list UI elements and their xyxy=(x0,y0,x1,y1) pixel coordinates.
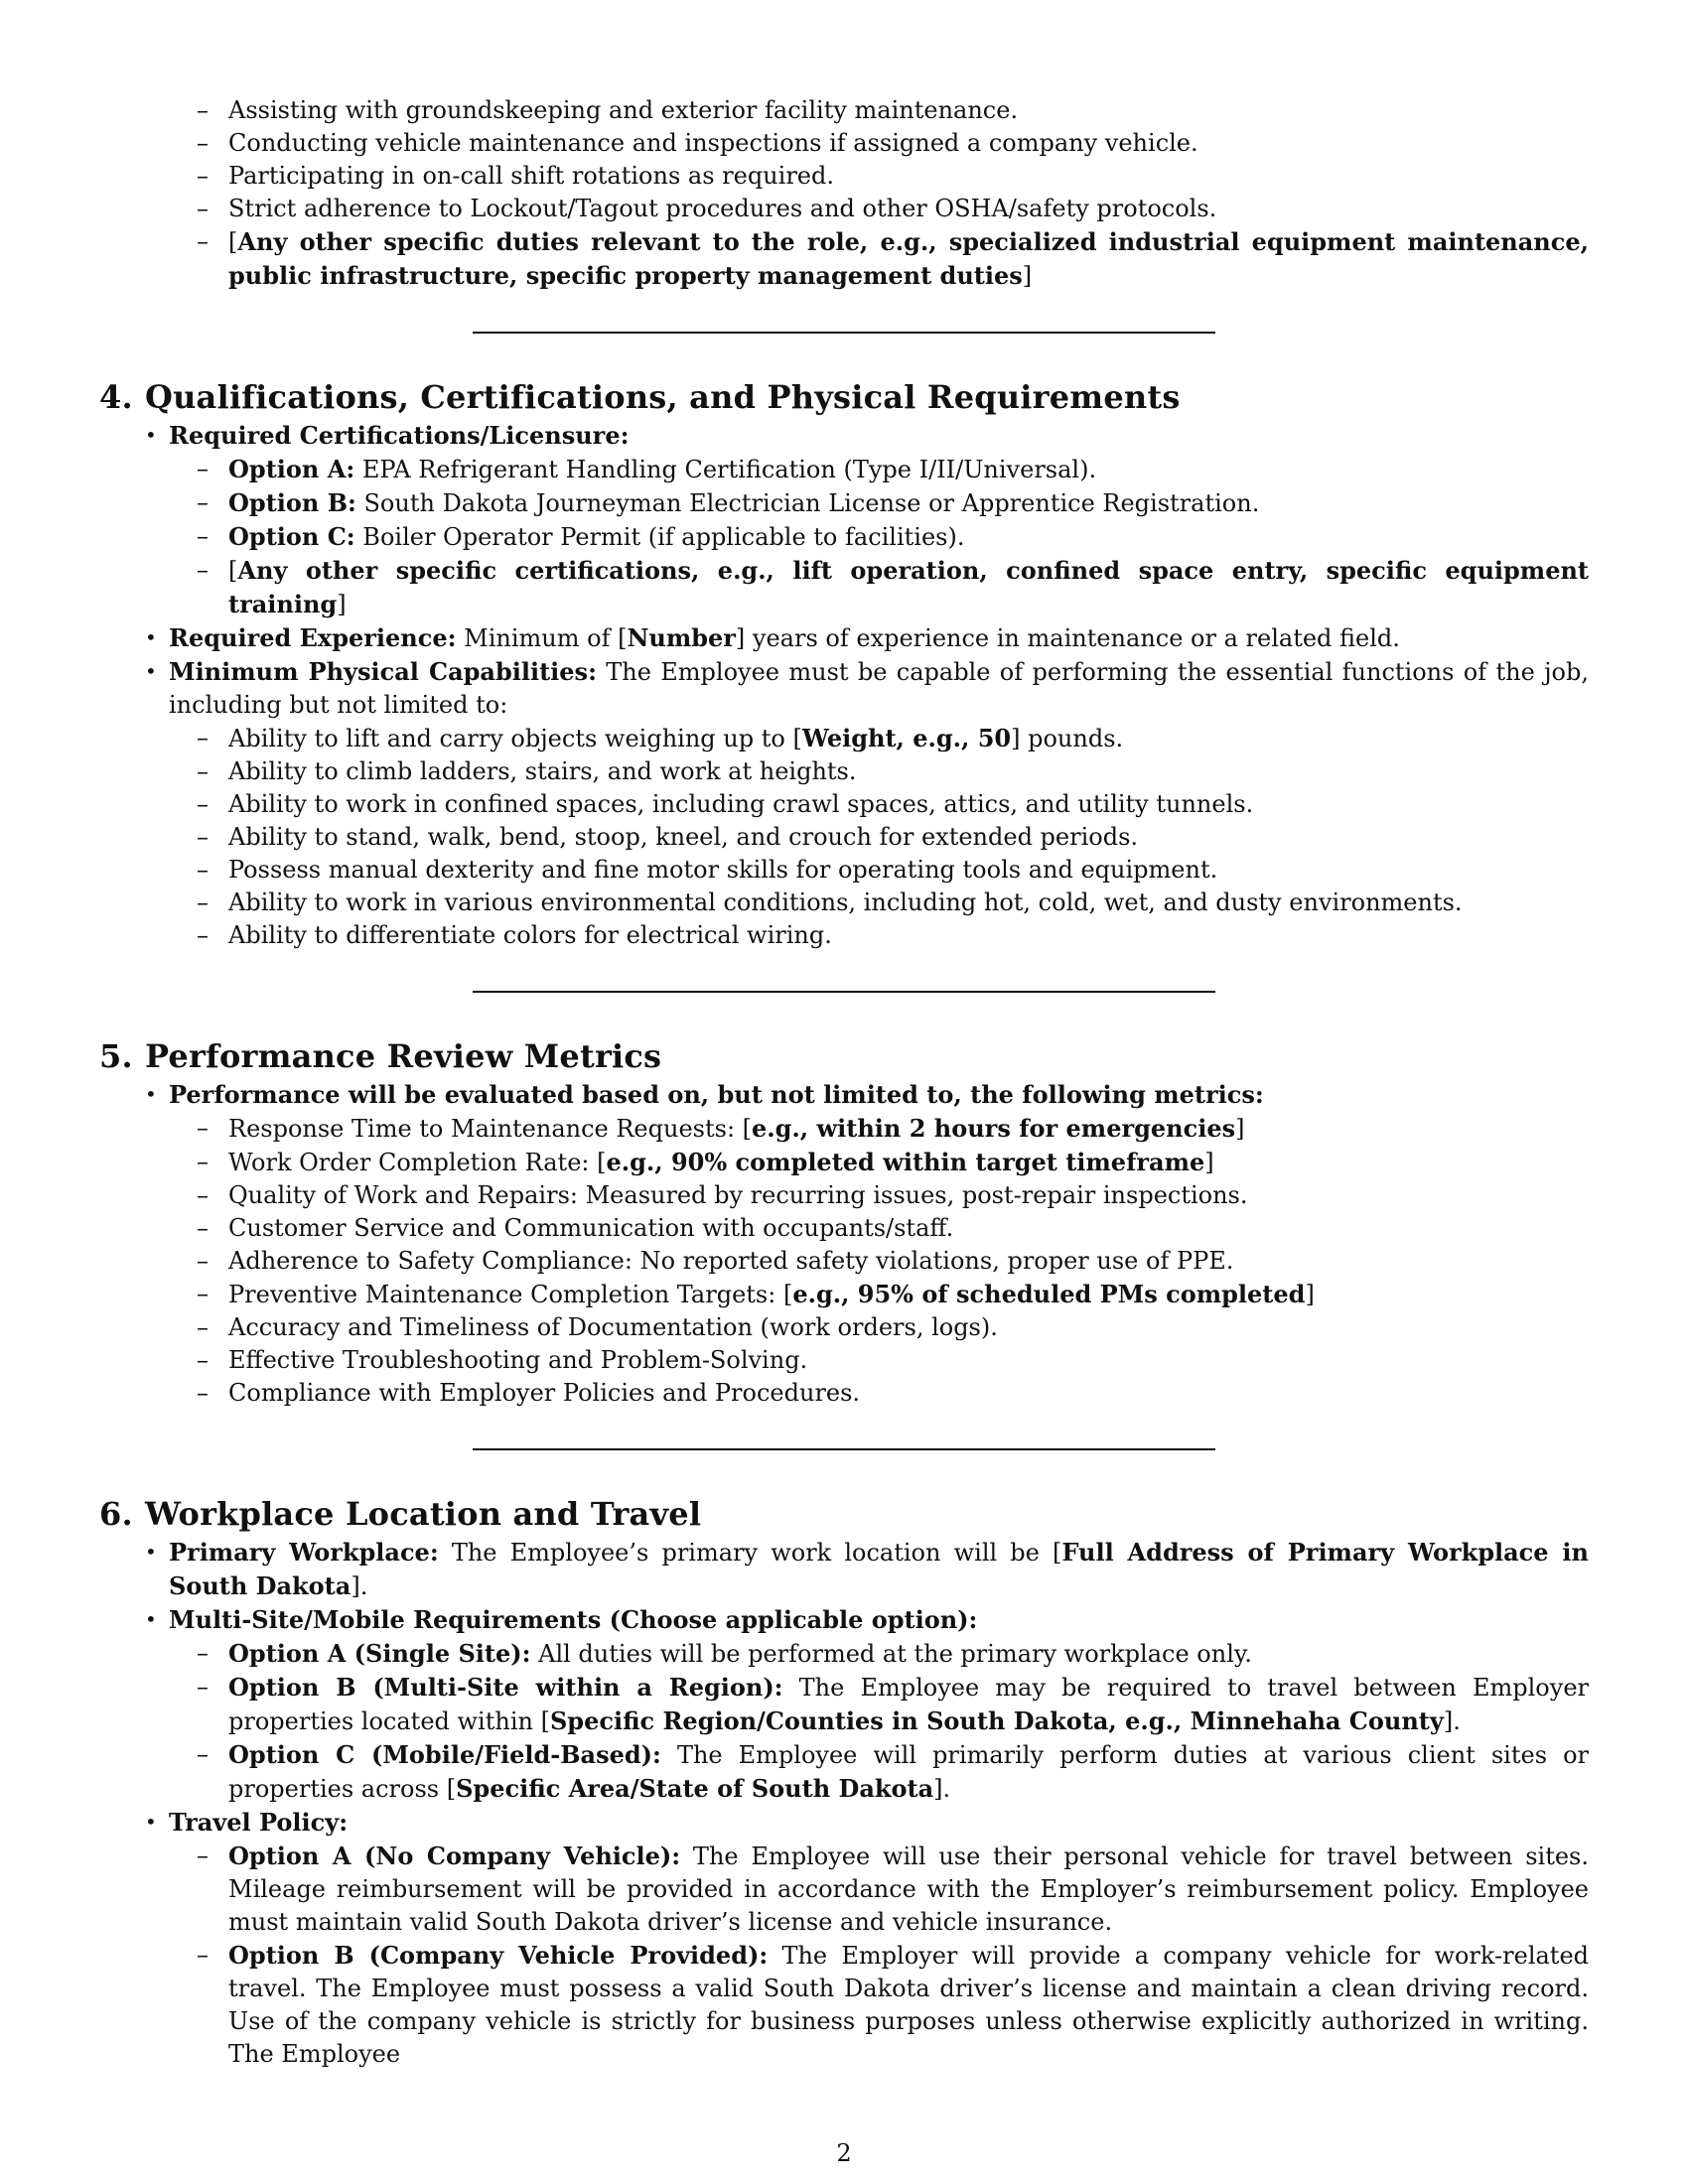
list-item: – Ability to work in various environmental conditions, including hot, cold, wet, and dusty environments. xyxy=(197,888,1463,916)
section-heading: 6. Workplace Location and Travel xyxy=(99,1495,702,1533)
performance-metrics-list xyxy=(99,1078,1589,1410)
list-item: – Customer Service and Communication with occupants/staff. xyxy=(197,1214,954,1242)
page-number: 2 xyxy=(836,2139,852,2167)
section-divider xyxy=(473,991,1215,993)
list-item: – Option B (Multi-Site within a Region): The Employee may be required to travel between Employer properties located within [Specific Region/Counties in South Dakota, e.g., Minnehaha County]. xyxy=(197,1673,1589,1735)
list-item: • Multi-Site/Mobile Requirements (Choose applicable option): – Option A (Single Site): All duties will be performed at the primary workplace only. – Option B (Multi-Site within a Region): The Employee may be required to travel between Employer properties located within [Specific Region/Counties in South Dakota, e.g., Minnehaha County]. – Option C (Mobile/Field-Based): The Employee will primarily perform duties at various client sites or properties across [Specific Area/State of South Dakota]. xyxy=(169,1603,1589,1806)
list-item: – Preventive Maintenance Completion Targets: [e.g., 95% of scheduled PMs completed] xyxy=(197,1280,1315,1308)
section-divider xyxy=(473,332,1215,334)
list-item: – Strict adherence to Lockout/Tagout procedures and other OSHA/safety protocols. xyxy=(197,195,1217,222)
list-item: – Conducting vehicle maintenance and inspections if assigned a company vehicle. xyxy=(197,129,1198,157)
list-item: – Participating in on-call shift rotations as required. xyxy=(197,162,834,190)
list-item: • Required Experience: Minimum of [Number] years of experience in maintenance or a related field. xyxy=(145,623,1400,652)
list-item: – [Any other specific duties relevant to the role, e.g., specialized industrial equipment maintenance, public infrastructure, specific property management duties] xyxy=(197,227,1589,290)
list-item: – Option A (No Company Vehicle): The Employee will use their personal vehicle for travel between sites. Mileage reimbursement will be provided in accordance with the Employer’s reimbursement policy. Employee must maintain valid South Dakota driver’s license and vehicle insurance. xyxy=(197,1842,1589,1936)
list-item: • Minimum Physical Capabilities: The Employee must be capable of performing the essential functions of the job, including but not limited to: – Ability to lift and carry objects weighing up to [Weight, e.g., 50] pounds. – Ability to climb ladders, stairs, and work at heights. – Ability to work in confined spaces, including crawl spaces, attics, and utility tunnels. – Ability to stand, walk, bend, stoop, kneel, and crouch for extended periods. – Possess manual dexterity and fine motor skills for operating tools and equipment. – Ability to work in various environmental conditions, including hot, cold, wet, and dusty environments. – Ability to differentiate colors for electrical wiring. xyxy=(169,655,1589,952)
qualifications-list xyxy=(99,419,1589,952)
list-item: – Assisting with groundskeeping and exterior facility maintenance. xyxy=(197,96,1019,124)
section-divider xyxy=(473,1448,1215,1450)
list-item: – Option C (Mobile/Field-Based): The Employee will primarily perform duties at various client sites or properties across [Specific Area/State of South Dakota]. xyxy=(197,1740,1589,1803)
list-item: – Ability to climb ladders, stairs, and work at heights. xyxy=(197,757,857,785)
list-item: – [Any other specific certifications, e.g., lift operation, confined space entry, specific equipment training] xyxy=(197,556,1589,618)
list-item: • Performance will be evaluated based on, but not limited to, the following metrics: – Response Time to Maintenance Requests: [e.g., within 2 hours for emergencies] – Work Order Completion Rate: [e.g., 90% completed within target timeframe] – Quality of Work and Repairs: Measured by recurring issues, post-repair inspections. – Customer Service and Communication with occupants/staff. – Adherence to Safety Compliance: No reported safety violations, proper use of PPE. – Preventive Maintenance Completion Targets: [e.g., 95% of scheduled PMs completed] – Accuracy and Timeliness of Documentation (work orders, logs). – Effective Troubleshooting and Problem-Solving. – Compliance with Employer Policies and Procedures. xyxy=(169,1078,1589,1410)
list-item: – Compliance with Employer Policies and Procedures. xyxy=(197,1379,861,1407)
list-item: – Response Time to Maintenance Requests: [e.g., within 2 hours for emergencies] xyxy=(197,1114,1245,1143)
list-item: • Required Certifications/Licensure: – Option A: EPA Refrigerant Handling Certification (Type I/II/Universal). – Option B: South Dakota Journeyman Electrician License or Apprentice Registration. – Option C: Boiler Operator Permit (if applicable to facilities). – [Any other specific certifications, e.g., lift operation, confined space entry, specific equipment training] xyxy=(169,419,1589,621)
section-heading: 4. Qualifications, Certifications, and Physical Requirements xyxy=(99,378,1181,416)
workplace-travel-list xyxy=(99,1536,1589,2071)
list-item: – Effective Troubleshooting and Problem-Solving. xyxy=(197,1346,808,1374)
list-item: – Ability to work in confined spaces, including crawl spaces, attics, and utility tunnels. xyxy=(197,790,1254,818)
list-item: – Adherence to Safety Compliance: No reported safety violations, proper use of PPE. xyxy=(197,1247,1234,1275)
document-page xyxy=(99,94,1589,2071)
list-item: – Quality of Work and Repairs: Measured by recurring issues, post-repair inspections. xyxy=(197,1181,1248,1209)
list-item: • Primary Workplace: The Employee’s primary work location will be [Full Address of Primary Workplace in South Dakota]. xyxy=(145,1538,1590,1600)
list-item: – Work Order Completion Rate: [e.g., 90% completed within target timeframe] xyxy=(197,1148,1214,1176)
list-item: – Possess manual dexterity and fine motor skills for operating tools and equipment. xyxy=(197,856,1218,884)
list-item: • Travel Policy: – Option A (No Company Vehicle): The Employee will use their personal vehicle for travel between sites. Mileage reimbursement will be provided in accordance with the Employer’s reimbursement policy. Employee must maintain valid South Dakota driver’s license and vehicle insurance. – Option B (Company Vehicle Provided): The Employer will provide a company vehicle for work-related travel. The Employee must possess a valid South Dakota driver’s license and maintain a clean driving record. Use of the company vehicle is strictly for business purposes unless otherwise explicitly authorized in writing. The Employee xyxy=(169,1806,1589,2071)
section-heading: 5. Performance Review Metrics xyxy=(99,1037,662,1075)
list-item: – Option A (Single Site): All duties will be performed at the primary workplace only. xyxy=(197,1639,1252,1668)
list-item: – Accuracy and Timeliness of Documentation (work orders, logs). xyxy=(197,1313,998,1341)
list-item: – Ability to lift and carry objects weighing up to [Weight, e.g., 50] pounds. xyxy=(197,724,1124,752)
list-item: – Option C: Boiler Operator Permit (if applicable to facilities). xyxy=(197,522,965,551)
list-item: – Option B: South Dakota Journeyman Electrician License or Apprentice Registration. xyxy=(197,488,1260,517)
list-item: – Ability to differentiate colors for electrical wiring. xyxy=(197,921,832,949)
list-item: – Ability to stand, walk, bend, stoop, kneel, and crouch for extended periods. xyxy=(197,823,1139,851)
duties-continued-list xyxy=(99,94,1589,293)
list-item: – Option A: EPA Refrigerant Handling Certification (Type I/II/Universal). xyxy=(197,455,1097,483)
list-item: – Option B (Company Vehicle Provided): The Employer will provide a company vehicle for work-related travel. The Employee must possess a valid South Dakota driver’s license and maintain a clean driving record. Use of the company vehicle is strictly for business purposes unless otherwise explicitly authorized in writing. The Employee xyxy=(197,1941,1590,2068)
